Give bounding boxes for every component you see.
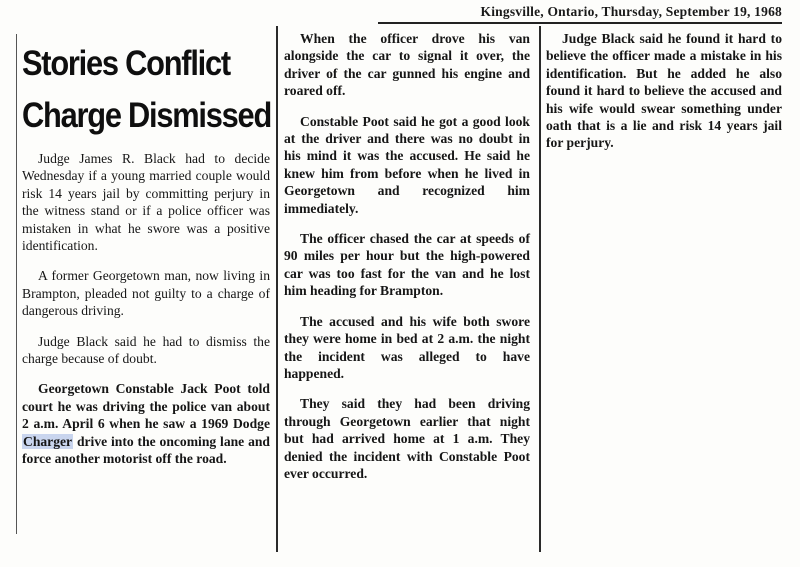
paragraph-text: drive into the oncoming lane and force another motorist off the road.: [22, 433, 270, 467]
paragraph: The officer chased the car at speeds of 90 miles per hour but the high-powered car was too fast for the van and he lost him heading for Brampton.: [284, 231, 530, 299]
column-rule-2: [539, 26, 541, 552]
headline-line-1: Stories Conflict: [22, 44, 230, 83]
paragraph: [22, 380, 270, 467]
paragraph: A former Georgetown man, now living in Brampton, pleaded not guilty to a charge of dangerous driving.: [22, 268, 270, 319]
paragraph: The accused and his wife both swore they were home in bed at 2 a.m. the night the incident was alleged to have happened.: [284, 313, 530, 381]
paragraph: They said they had been driving through Georgetown earlier that night but had arrived home at 1 a.m. They denied the incident with Constable Poot ever occurred.: [284, 396, 530, 481]
article-column-1: [22, 42, 270, 481]
paragraph-text: Georgetown Constable Jack Poot told court he was driving the police van about 2 a.m. April 6 when he saw a 1969 Dodge: [22, 381, 270, 432]
paragraph: Constable Poot said he got a good look at the driver and there was no doubt in his mind it was the accused. He said he knew him from before when he lived in Georgetown and recognized him immediately.: [284, 113, 530, 216]
article-column-2: [284, 30, 530, 495]
left-edge-rule: [16, 34, 17, 534]
dateline: Kingsville, Ontario, Thursday, September 19, 1968: [480, 4, 782, 19]
dateline-rule: [378, 22, 782, 24]
highlighted-word: Charger: [23, 433, 73, 449]
column-rule-1: [276, 26, 278, 552]
headline-line-2: Charge Dismissed: [22, 96, 272, 135]
paragraph: Judge Black said he had to dismiss the charge because of doubt.: [22, 333, 270, 367]
paragraph: Judge James R. Black had to decide Wednesday if a young married couple would risk 14 years jail by committing perjury in the witness stand or if a police officer was mistaken in what he swore was a positive identification.: [22, 151, 270, 254]
article-column-3: [546, 30, 782, 165]
paragraph: Judge Black said he found it hard to believe the officer made a mistake in his identification. But he added he also found it hard to believe the accused and his wife would swear something under oath that is a lie and risk 14 years jail for perjury.: [546, 31, 782, 151]
paragraph: When the officer drove his van alongside the car to signal it over, the driver of the car gunned his engine and roared off.: [284, 31, 530, 99]
